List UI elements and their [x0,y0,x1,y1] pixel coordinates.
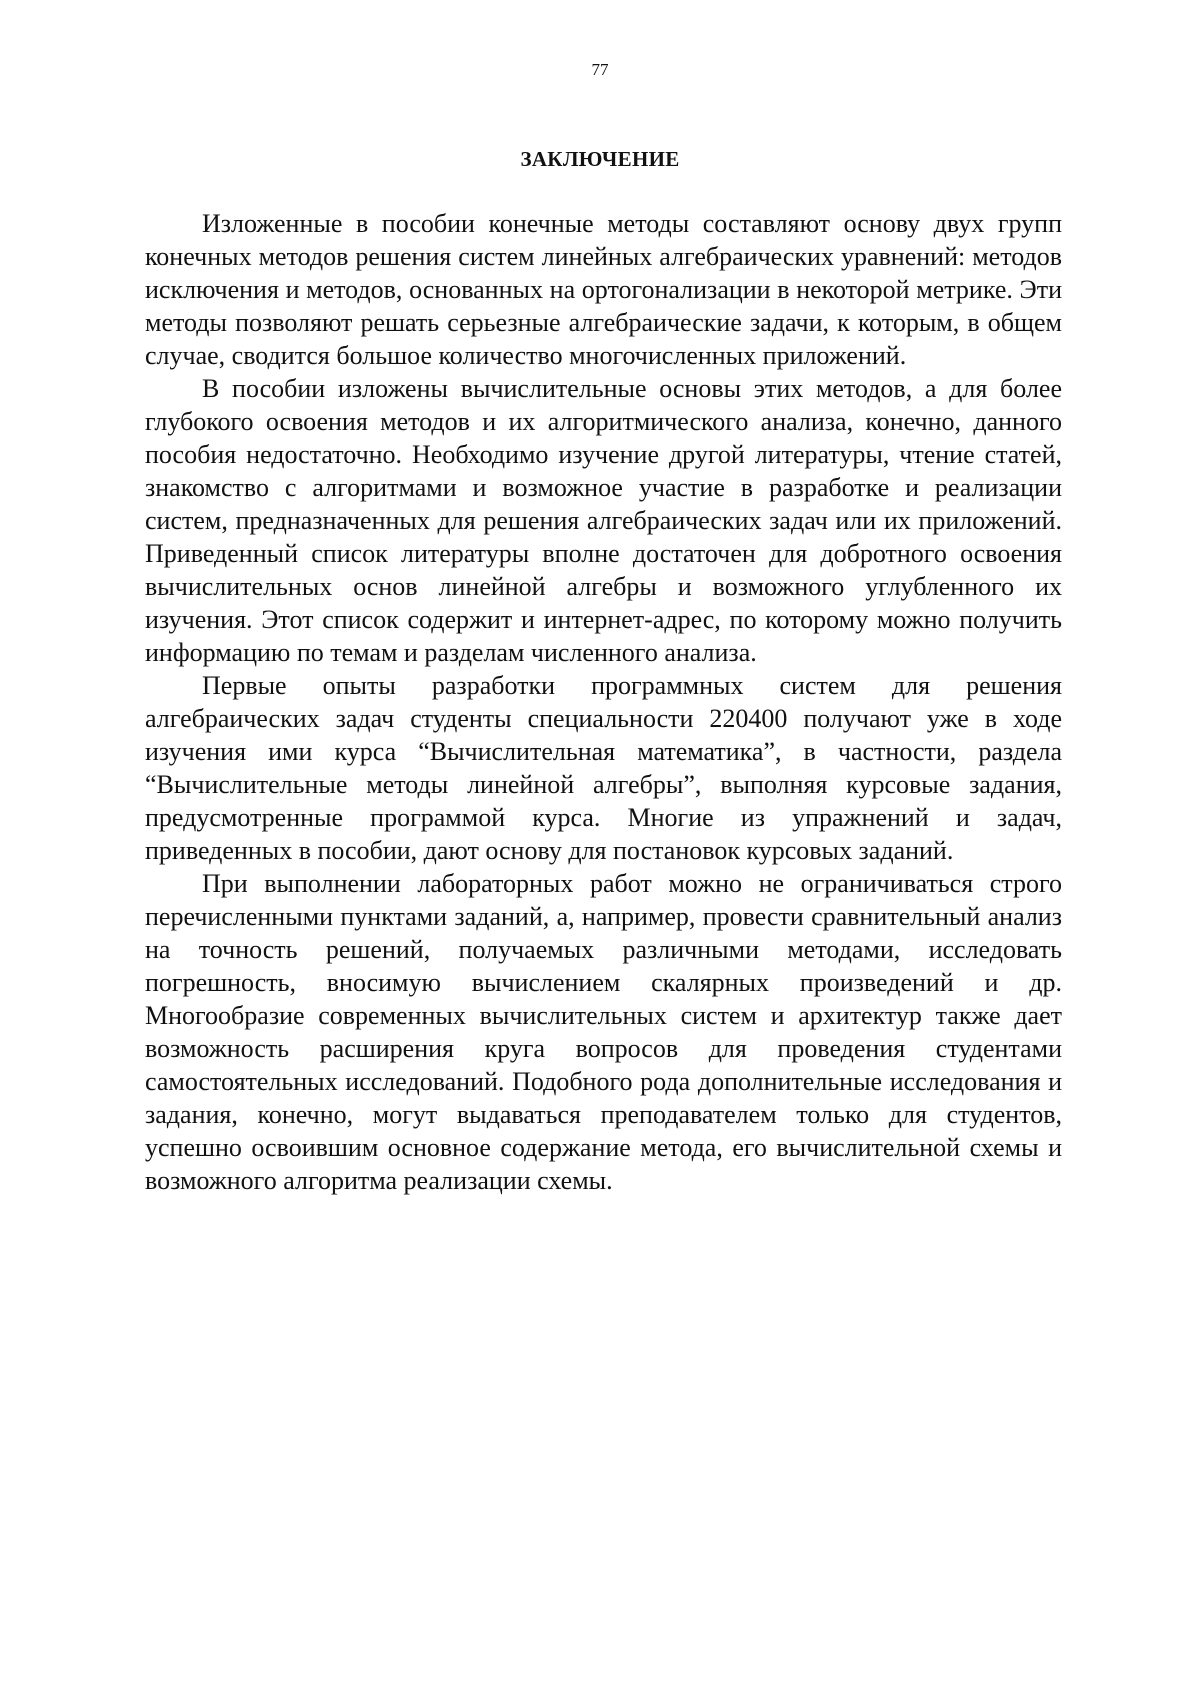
paragraph-2: В пособии изложены вычислительные основы этих методов, а для более глубокого освоения методов и их алгоритмического анализа, конечно, данного пособия недостаточно. Необходимо изучение другой литературы, чтение статей, знакомство с алгоритмами и возможное участие в разработке и реализации систем, предназначенных для решения алгебраических задач или их приложений. Приведенный список литературы вполне достаточен для добротного освоения вычислительных основ линейной алгебры и возможного углубленного их изучения. Этот список содержит и интернет-адрес, по которому можно получить информацию по темам и разделам численного анализа. [145,372,1062,669]
paragraph-4: При выполнении лабораторных работ можно не ограничиваться строго перечисленными пунктами заданий, а, например, провести сравнительный анализ на точность решений, получаемых различными методами, исследовать погрешность, вносимую вычислением скалярных произведений и др. Многообразие современных вычислительных систем и архитектур также дает возможность расширения круга вопросов для проведения студентами самостоятельных исследований. Подобного рода дополнительные исследования и задания, конечно, могут выдаваться преподавателем только для студентов, успешно освоившим основное содержание метода, его вычислительной схемы и возможного алгоритма реализации схемы. [145,867,1062,1197]
body-text [145,207,1062,1197]
paragraph-1: Изложенные в пособии конечные методы составляют основу двух групп конечных методов решения систем линейных алгебраических уравнений: методов исключения и методов, основанных на ортогонали­зации в некоторой метрике. Эти методы позволяют решать серьезные алгебраические задачи, к которым, в общем случае, сводится большое количество многочисленных приложений. [145,207,1062,372]
section-title: ЗАКЛЮЧЕНИЕ [0,146,1200,172]
paragraph-3: Первые опыты разработки программных систем для решения алгебраических задач студенты специальности 220400 получают уже в ходе изучения ими курса “Вычислительная математика”, в частности, раздела “Вычислительные методы линейной алгебры”, выполняя курсовые задания, предусмотренные программой курса. Многие из упражнений и задач, приведенных в пособии, дают основу для постановок курсовых заданий. [145,669,1062,867]
page-number: 77 [0,60,1200,80]
